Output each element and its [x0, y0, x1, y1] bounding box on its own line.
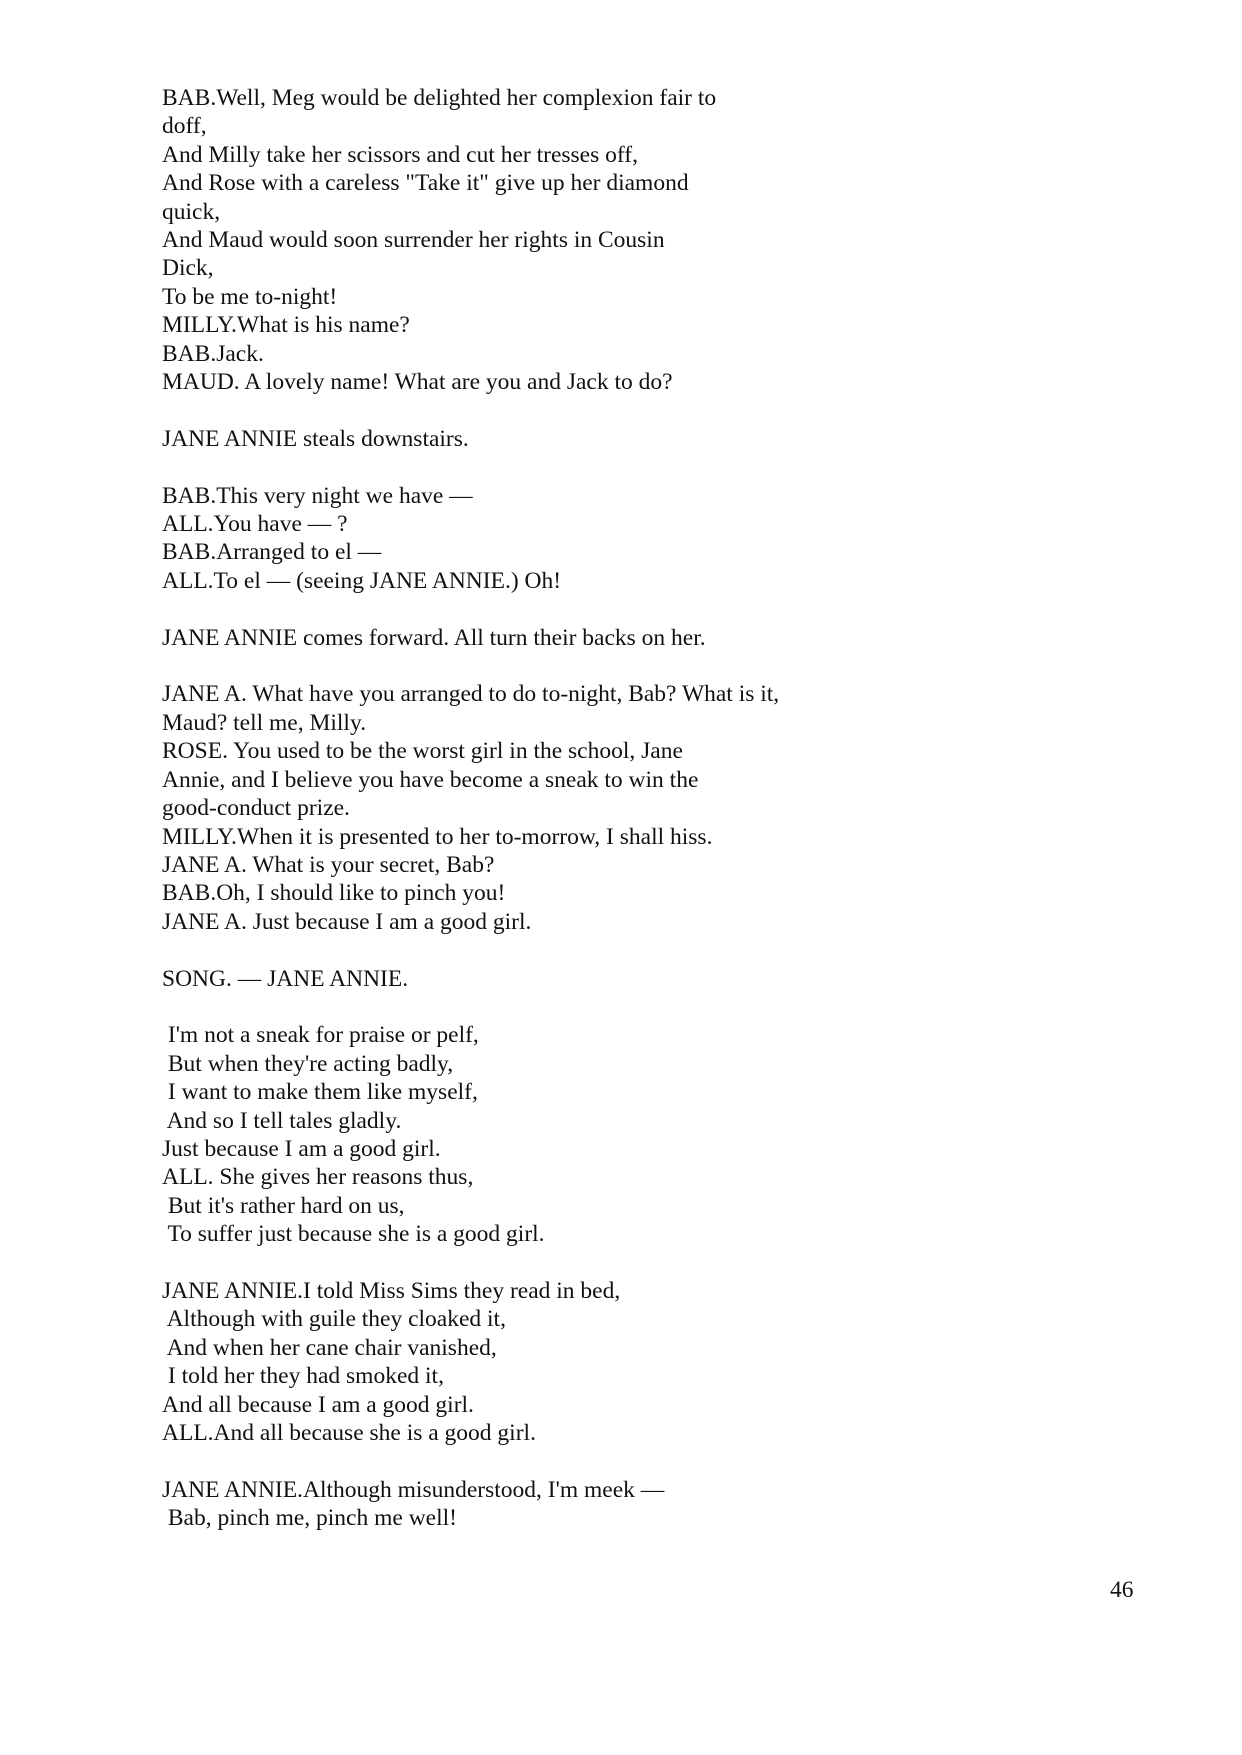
- text-line: JANE A. What is your secret, Bab?: [162, 851, 495, 878]
- blank-line: [162, 1447, 1062, 1475]
- text-line: BAB.Oh, I should like to pinch you!: [162, 880, 506, 907]
- text-line: Although with guile they cloaked it,: [162, 1306, 506, 1333]
- text-line: BAB.Jack.: [162, 340, 264, 367]
- blank-line: [162, 652, 1062, 680]
- blank-line: [162, 936, 1062, 964]
- text-line: I want to make them like myself,: [162, 1079, 478, 1106]
- text-line: Dick,: [162, 255, 214, 282]
- script-text: [162, 84, 1062, 1533]
- text-line: And when her cane chair vanished,: [162, 1334, 497, 1361]
- text-line: But it's rather hard on us,: [162, 1192, 405, 1219]
- text-line: ALL.You have — ?: [162, 511, 348, 538]
- text-line: ALL.And all because she is a good girl.: [162, 1419, 536, 1446]
- text-line: To suffer just because she is a good girl.: [162, 1221, 545, 1248]
- text-line: quick,: [162, 198, 221, 225]
- blank-line: [162, 595, 1062, 623]
- text-line: ROSE. You used to be the worst girl in the school, Jane: [162, 738, 683, 765]
- text-line: JANE A. Just because I am a good girl.: [162, 908, 532, 935]
- text-line: I'm not a sneak for praise or pelf,: [162, 1022, 479, 1049]
- text-line: I told her they had smoked it,: [162, 1363, 444, 1390]
- page-number: 46: [1110, 1577, 1134, 1603]
- text-line: MILLY.When it is presented to her to-morrow, I shall hiss.: [162, 823, 713, 850]
- text-line: And all because I am a good girl.: [162, 1391, 474, 1418]
- text-line: JANE ANNIE.I told Miss Sims they read in bed,: [162, 1277, 621, 1304]
- text-line: To be me to-night!: [162, 283, 338, 310]
- text-line: And so I tell tales gladly.: [162, 1107, 402, 1134]
- text-line: BAB.This very night we have —: [162, 482, 473, 509]
- text-line: SONG. — JANE ANNIE.: [162, 965, 409, 992]
- text-line: BAB.Well, Meg would be delighted her complexion fair to: [162, 85, 717, 111]
- text-line: And Milly take her scissors and cut her tresses off,: [162, 141, 638, 168]
- blank-line: [162, 993, 1062, 1021]
- text-line: doff,: [162, 113, 207, 140]
- text-line: JANE ANNIE.Although misunderstood, I'm meek —: [162, 1476, 665, 1503]
- text-line: Just because I am a good girl.: [162, 1135, 441, 1162]
- text-line: Annie, and I believe you have become a sneak to win the: [162, 766, 699, 793]
- blank-line: [162, 453, 1062, 481]
- text-line: Maud? tell me, Milly.: [162, 709, 367, 736]
- text-line: JANE ANNIE steals downstairs.: [162, 425, 469, 452]
- text-line: BAB.Arranged to el —: [162, 539, 382, 566]
- text-line: Bab, pinch me, pinch me well!: [162, 1505, 457, 1532]
- text-line: And Maud would soon surrender her rights in Cousin: [162, 227, 665, 254]
- text-line: ALL. She gives her reasons thus,: [162, 1164, 474, 1191]
- text-line: And Rose with a careless "Take it" give up her diamond: [162, 170, 689, 197]
- text-line: MILLY.What is his name?: [162, 312, 410, 339]
- blank-line: [162, 1249, 1062, 1277]
- text-line: JANE A. What have you arranged to do to-night, Bab? What is it,: [162, 681, 780, 708]
- blank-line: [162, 396, 1062, 424]
- text-line: But when they're acting badly,: [162, 1050, 454, 1077]
- text-line: ALL.To el — (seeing JANE ANNIE.) Oh!: [162, 567, 562, 594]
- text-line: good-conduct prize.: [162, 795, 350, 822]
- text-line: JANE ANNIE comes forward. All turn their backs on her.: [162, 624, 706, 651]
- text-line: MAUD. A lovely name! What are you and Jack to do?: [162, 369, 673, 396]
